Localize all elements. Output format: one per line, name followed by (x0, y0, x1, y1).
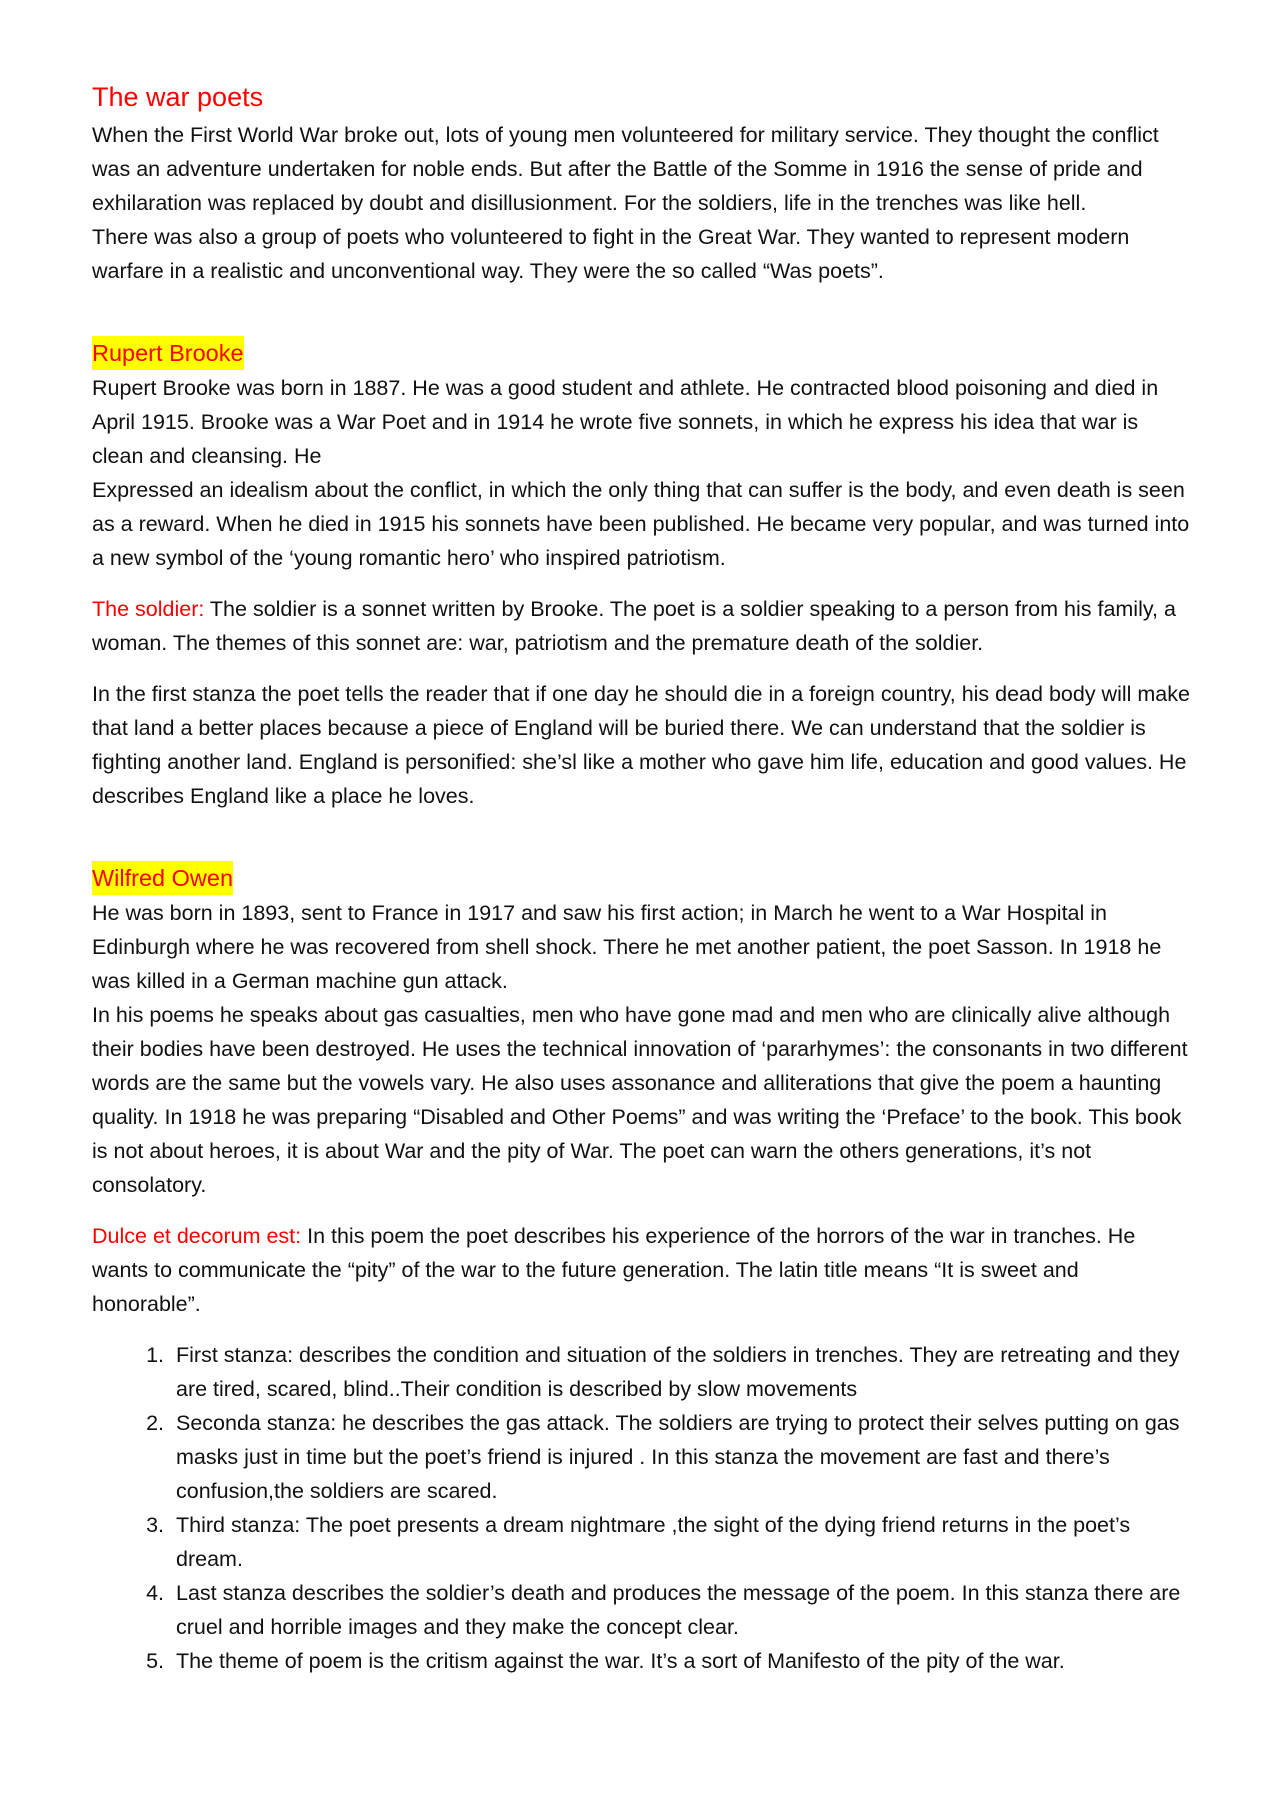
list-item: 4. Last stanza describes the soldier’s death and produces the message of the poem. In this stanza there are cruel and horrible images and they make the concept clear. (170, 1576, 1192, 1644)
intro-paragraph-1: When the First World War broke out, lots of young men volunteered for military service. They thought the conflict was an adventure undertaken for noble ends. But after the Battle of the Somme in 1916 the sense of pride and exhilaration was replaced by doubt and disillusionment. For the soldiers, life in the trenches was like hell. (92, 123, 1159, 215)
the-soldier-text: The soldier is a sonnet written by Brooke. The poet is a soldier speaking to a person from his family, a woman. The themes of this sonnet are: war, patriotism and the premature death of the soldier. (92, 597, 1176, 655)
list-item: 1. First stanza: describes the condition and situation of the soldiers in trenches. They are retreating and they are tired, scared, blind..Their condition is described by slow movements (170, 1338, 1192, 1406)
owen-bio-paragraph-1: He was born in 1893, sent to France in 1917 and saw his first action; in March he went to a War Hospital in Edinburgh where he was recovered from shell shock. There he met another patient, the poet Sasson. In 1918 he was killed in a German machine gun attack. (92, 901, 1162, 993)
owen-bio-paragraph-2: In his poems he speaks about gas casualties, men who have gone mad and men who are clinically alive although their bodies have been destroyed. He uses the technical innovation of ‘pararhymes’: the consonants in two different words are the same but the vowels vary. He also uses assonance and alliterations that give the poem a haunting quality. In 1918 he was preparing “Disabled and Other Poems” and was writing the ‘Preface’ to the book. This book is not about heroes, it is about War and the pity of War. The poet can warn the others generations, it’s not consolatory. (92, 1003, 1188, 1197)
spacer (92, 813, 1192, 861)
brooke-bio-paragraph-2: Expressed an idealism about the conflict, in which the only thing that can suffer is the body, and even death is seen as a reward. When he died in 1915 his sonnets have been published. He became very popular, and was turned into a new symbol of the ‘young romantic hero’ who inspired patriotism. (92, 478, 1190, 570)
spacer (92, 1202, 1192, 1219)
spacer (92, 575, 1192, 592)
list-item: 2. Seconda stanza: he describes the gas attack. The soldiers are trying to protect their selves putting on gas masks just in time but the poet’s friend is injured . In this stanza the movement are fast and there’s confusion,the soldiers are scared. (170, 1406, 1192, 1508)
dulce-et-decorum-paragraph (92, 1219, 1192, 1321)
section-heading-rupert-brooke: Rupert Brooke (92, 336, 244, 370)
brooke-bio-paragraph-1: Rupert Brooke was born in 1887. He was a good student and athlete. He contracted blood poisoning and died in April 1915. Brooke was a War Poet and in 1914 he wrote five sonnets, in which he express his idea that war is clean and cleansing. He (92, 376, 1159, 468)
intro-paragraph-2: There was also a group of poets who volunteered to fight in the Great War. They wanted to represent modern warfare in a realistic and unconventional way. They were the so called “Was poets”. (92, 225, 1130, 283)
dulce-et-decorum-label: Dulce et decorum est: (92, 1224, 302, 1248)
the-soldier-analysis: In the first stanza the poet tells the reader that if one day he should die in a foreign country, his dead body will make that land a better places because a piece of England will be buried there. We can understand that the soldier is fighting another land. England is personified: she’sl like a mother who gave him life, education and good values. He describes England like a place he loves. (92, 682, 1190, 808)
spacer (92, 288, 1192, 336)
document-title: The war poets (92, 82, 264, 112)
stanza-list (92, 1338, 1192, 1678)
the-soldier-label: The soldier: (92, 597, 205, 621)
section-heading-wilfred-owen: Wilfred Owen (92, 861, 233, 895)
dulce-et-decorum-text: In this poem the poet describes his experience of the horrors of the war in tranches. He wants to communicate the “pity” of the war to the future generation. The latin title means “It is sweet and honorable”. (92, 1224, 1136, 1316)
list-item: 3. Third stanza: The poet presents a dream nightmare ,the sight of the dying friend returns in the poet’s dream. (170, 1508, 1192, 1576)
the-soldier-paragraph (92, 592, 1192, 660)
spacer (92, 660, 1192, 677)
list-item: 5. The theme of poem is the critism against the war. It’s a sort of Manifesto of the pity of the war. (170, 1644, 1192, 1678)
